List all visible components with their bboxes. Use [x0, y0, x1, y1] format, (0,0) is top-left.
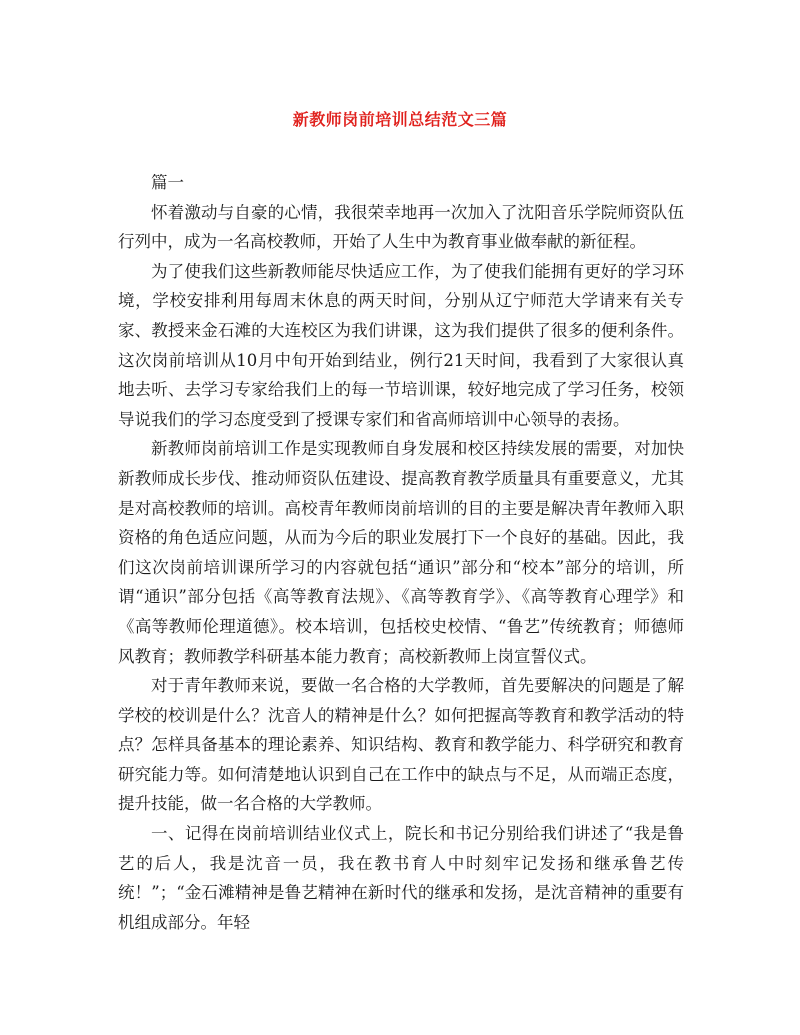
paragraph-5: 一、记得在岗前培训结业仪式上，院长和书记分别给我们讲述了“我是鲁艺的后人，我是沈音一员，我在教书育人中时刻牢记发扬和继承鲁艺传统！”；“金石滩精神是鲁艺精神在新时代的继承和发扬，是沈音精神的重要有机组成部分。年轻: [118, 824, 684, 932]
document-title: 新教师岗前培训总结范文三篇: [292, 110, 508, 129]
section-heading: 篇一: [151, 173, 184, 192]
paragraph-3: 新教师岗前培训工作是实现教师自身发展和校区持续发展的需要，对加快新教师成长步伐、推动师资队伍建设、提高教育教学质量具有重要意义，尤其是对高校教师的培训。高校青年教师岗前培训的目的主要是解决青年教师入职资格的角色适应问题，从而为今后的职业发展打下一个良好的基础。因此，我们这次岗前培训课所学习的内容就包括“通识”部分和“校本”部分的培训，所谓“通识”部分包括《高等教育法规》、《高等教育学》、《高等教育心理学》和《高等教师伦理道德》。校本培训，包括校史校情、“鲁艺”传统教育；师德师风教育；教师教学科研基本能力教育；高校新教师上岗宣誓仪式。: [118, 439, 684, 666]
paragraph-1: 怀着激动与自豪的心情，我很荣幸地再一次加入了沈阳音乐学院师资队伍行列中，成为一名高校教师，开始了人生中为教育事业做奉献的新征程。: [118, 202, 684, 252]
document-body: [118, 168, 684, 937]
paragraph-2: 为了使我们这些新教师能尽快适应工作，为了使我们能拥有更好的学习环境，学校安排利用每周末休息的两天时间，分别从辽宁师范大学请来有关专家、教授来金石滩的大连校区为我们讲课，这为我们提供了很多的便利条件。这次岗前培训从10月中旬开始到结业，例行21天时间，我看到了大家很认真地去听、去学习专家给我们上的每一节培训课，较好地完成了学习任务，校领导说我们的学习态度受到了授课专家们和省高师培训中心领导的表扬。: [118, 261, 684, 429]
paragraph-4: 对于青年教师来说，要做一名合格的大学教师，首先要解决的问题是了解学校的校训是什么？沈音人的精神是什么？如何把握高等教育和教学活动的特点？怎样具备基本的理论素养、知识结构、教育和教学能力、科学研究和教育研究能力等。如何清楚地认识到自己在工作中的缺点与不足，从而端正态度，提升技能，做一名合格的大学教师。: [118, 676, 684, 814]
